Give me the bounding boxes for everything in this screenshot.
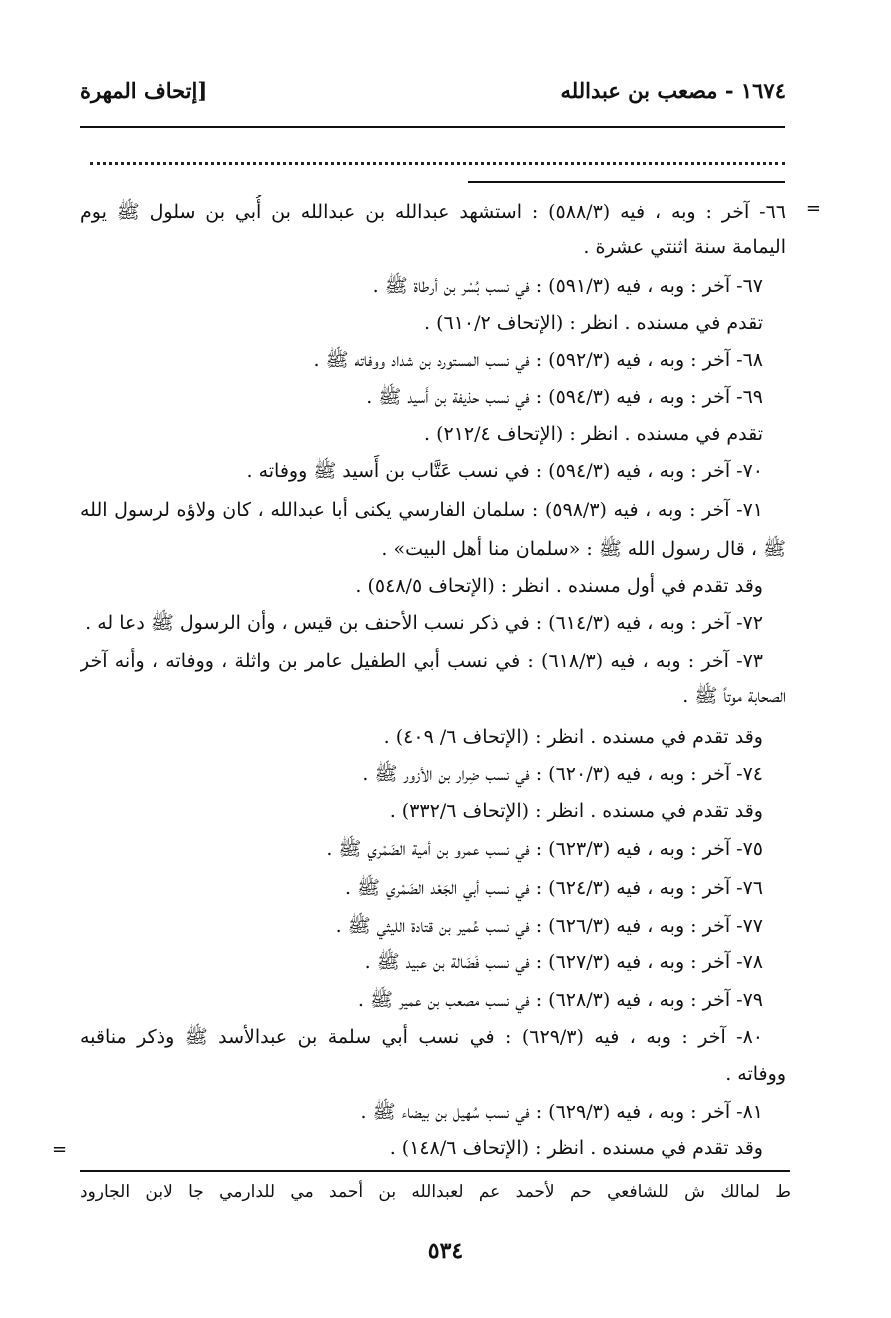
text-line: اليمامة سنة اثنتي عشرة .: [583, 236, 786, 258]
text-line: ٦٧- آخر : وبه ، فيه (٥٩١/٣) : في نسب بُسْر بن أرطاة ﷺ .: [372, 275, 763, 297]
running-header-title: ١٦٧٤ - مصعب بن عبدالله: [560, 78, 786, 103]
dotted-separator: [90, 151, 785, 165]
text-line: وقد تقدم في مسنده . انظر : (الإتحاف ٦/ ٤٠٩) .: [383, 726, 763, 748]
text-line: ٨٠- آخر : وبه ، فيه (٦٢٩/٣) : في نسب أبي سلمة بن عبدالأسد ﷺ وذكر مناقبه: [80, 1026, 763, 1048]
text-line: تقدم في مسنده . انظر : (الإتحاف ٢١٢/٤) .: [424, 423, 763, 445]
margin-mark: =: [52, 1139, 68, 1160]
footer-rule: [80, 1170, 790, 1172]
text-line: ٧٠- آخر : وبه ، فيه (٥٩٤/٣) : في نسب عَتَّاب بن أَسيد ﷺ ووفاته .: [246, 460, 763, 482]
text-line: ٦٦- آخر : وبه ، فيه (٥٨٨/٣) : استشهد عبدالله بن عبدالله بن أُبي بن سلول ﷺ يوم: [80, 201, 786, 223]
text-line: ٧٢- آخر : وبه ، فيه (٦١٤/٣) : في ذكر نسب الأحنف بن قيس ، وأن الرسول ﷺ دعا له .: [85, 612, 763, 634]
text-line: ووفاته .: [725, 1063, 786, 1085]
text-line: ٧٧- آخر : وبه ، فيه (٦٢٦/٣) : في نسب عُمير بن قتادة الليثي ﷺ .: [335, 915, 763, 937]
text-line: ﷺ ، قال رسول الله ﷺ : «سلمان منا أهل البيت» .: [381, 538, 786, 560]
text-line: ٧٤- آخر : وبه ، فيه (٦٢٠/٣) : في نسب ضِرار بن الأزور ﷺ .: [362, 763, 763, 785]
text-line: وقد تقدم في مسنده . انظر : (الإتحاف ٣٣٢/٦) .: [389, 800, 763, 822]
margin-mark: =: [805, 198, 821, 219]
text-line: وقد تقدم في أول مسنده . انظر : (الإتحاف ٥٤٨/٥) .: [355, 575, 763, 597]
text-line: ٧٦- آخر : وبه ، فيه (٦٢٤/٣) : في نسب أبي الجَعْد الضَمْري ﷺ .: [344, 877, 763, 899]
header-rule: [80, 126, 785, 128]
text-line: ٧٥- آخر : وبه ، فيه (٦٢٣/٣) : في نسب عمرو بن أمية الضَمْري ﷺ .: [326, 838, 763, 860]
text-line: ٧٨- آخر : وبه ، فيه (٦٢٧/٣) : في نسب فَضَالة بن عبيد ﷺ .: [364, 951, 763, 973]
text-line: ٧٩- آخر : وبه ، فيه (٦٢٨/٣) : في نسب مصعب بن عمير ﷺ .: [357, 989, 763, 1011]
text-line: ٨١- آخر : وبه ، فيه (٦٢٩/٣) : في نسب سُهيل بن بيضاء ﷺ .: [360, 1101, 763, 1123]
text-line: الصحابة موتاً ﷺ .: [682, 685, 786, 707]
text-line: وقد تقدم في مسنده . انظر : (الإتحاف ١٤٨/٦) .: [389, 1137, 763, 1159]
text-line: ٦٨- آخر : وبه ، فيه (٥٩٢/٣) : في نسب المستورد بن شداد ووفاته ﷺ .: [313, 349, 763, 371]
text-line: ٦٩- آخر : وبه ، فيه (٥٩٤/٣) : في نسب حذيفة بن أَسيد ﷺ .: [366, 386, 763, 408]
text-line: تقدم في مسنده . انظر : (الإتحاف ٦١٠/٢) .: [424, 312, 763, 334]
abbreviations-key: ط لمالك ش للشافعي حم لأحمد عم لعبدالله بن أحمد مي للدارمي جا لابن الجارود: [80, 1182, 791, 1202]
text-line: ٧٣- آخر : وبه ، فيه (٦١٨/٣) : في نسب أبي الطفيل عامر بن واثلة ، ووفاته ، وأنه آخر: [80, 650, 763, 672]
running-header-book: [إتحاف المهرة: [80, 78, 208, 103]
short-rule: [468, 181, 785, 183]
text-line: ٧١- آخر : وبه ، فيه (٥٩٨/٣) : سلمان الفارسي يكنى أبا عبدالله ، كان ولاؤه لرسول الله: [80, 499, 763, 521]
page-number: ٥٣٤: [427, 1238, 464, 1264]
